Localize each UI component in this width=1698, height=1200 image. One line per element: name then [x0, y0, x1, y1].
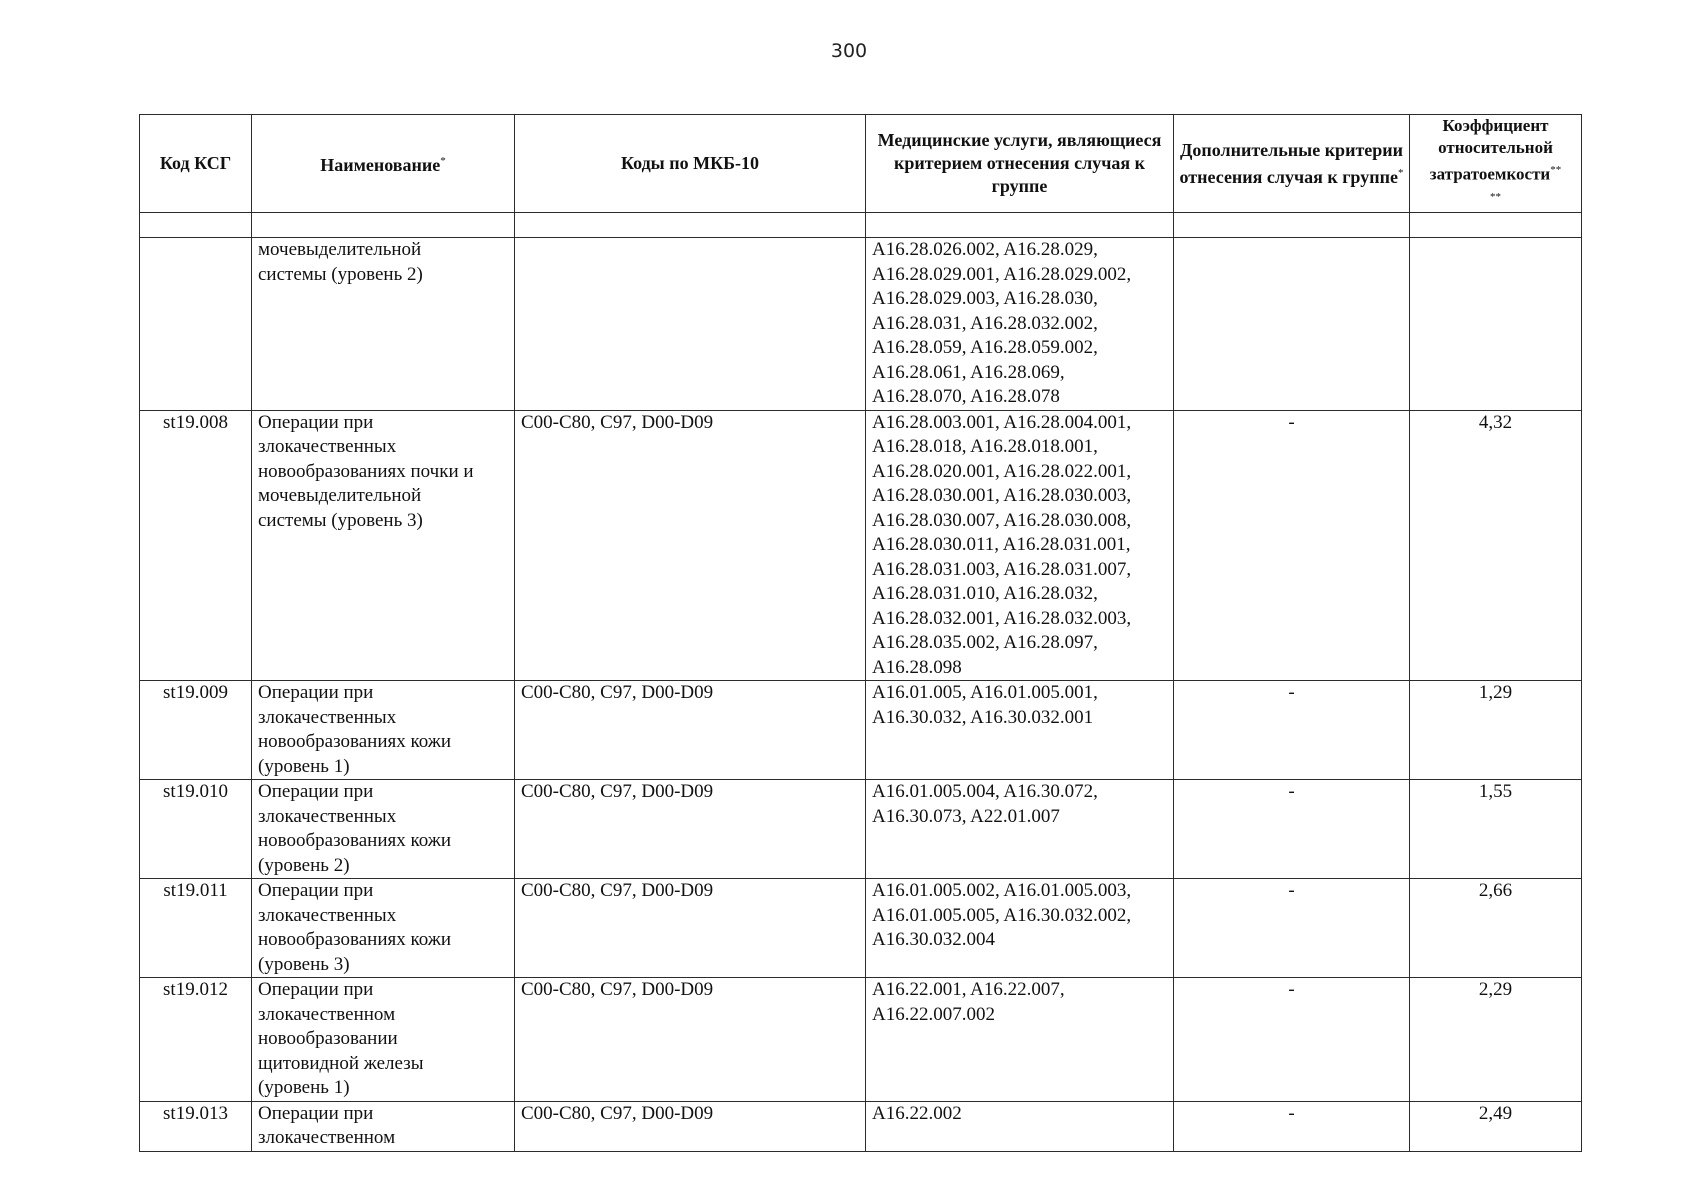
mkb-codes-cell: C00-C80, C97, D00-D09: [515, 681, 866, 780]
mkb-codes-cell: C00-C80, C97, D00-D09: [515, 1101, 866, 1151]
mkb-codes-cell: C00-C80, C97, D00-D09: [515, 978, 866, 1102]
criteria-cell: -: [1174, 978, 1410, 1102]
criteria-cell: -: [1174, 1101, 1410, 1151]
mkb-codes-cell: [515, 238, 866, 411]
coefficient-cell: [1410, 238, 1582, 411]
coefficient-cell: 2,66: [1410, 879, 1582, 978]
services-cell: A16.22.001, A16.22.007, A16.22.007.002: [866, 978, 1174, 1102]
ksg-code-cell: st19.012: [140, 978, 252, 1102]
criteria-cell: -: [1174, 410, 1410, 681]
ksg-code-cell: st19.011: [140, 879, 252, 978]
footnote-mark: **: [1550, 164, 1562, 176]
coefficient-cell: 2,29: [1410, 978, 1582, 1102]
services-cell: A16.28.026.002, A16.28.029, A16.28.029.001, A16.28.029.002, A16.28.029.003, A16.28.030, A16.28.031, A16.28.032.002, A16.28.059, A16.28.059.002, A16.28.061, A16.28.069, A16.28.070, A16.28.078: [866, 238, 1174, 411]
services-cell: A16.01.005, A16.01.005.001, A16.30.032, A16.30.032.001: [866, 681, 1174, 780]
spacer-cell: [866, 213, 1174, 238]
ksg-table: [139, 114, 1582, 1152]
spacer-cell: [140, 213, 252, 238]
name-cell: Операции при злокачественном: [252, 1101, 515, 1151]
mkb-codes-cell: C00-C80, C97, D00-D09: [515, 410, 866, 681]
services-cell: A16.01.005.002, A16.01.005.003, A16.01.005.005, A16.30.032.002, A16.30.032.004: [866, 879, 1174, 978]
coefficient-cell: 1,29: [1410, 681, 1582, 780]
spacer-cell: [1174, 213, 1410, 238]
ksg-code-cell: st19.008: [140, 410, 252, 681]
table-row: [140, 681, 1582, 780]
coefficient-cell: 4,32: [1410, 410, 1582, 681]
header-name: Наименование*: [252, 115, 515, 213]
page-number: 300: [830, 40, 868, 62]
criteria-cell: -: [1174, 681, 1410, 780]
table-row: [140, 1101, 1582, 1151]
header-code: Код КСГ: [140, 115, 252, 213]
services-cell: A16.28.003.001, A16.28.004.001, A16.28.018, A16.28.018.001, A16.28.020.001, A16.28.022.001, A16.28.030.001, A16.28.030.003, A16.28.030.007, A16.28.030.008, A16.28.030.011, A16.28.031.001, A16.28.031.003, A16.28.031.007, A16.28.031.010, A16.28.032, A16.28.032.001, A16.28.032.003, A16.28.035.002, A16.28.097, A16.28.098: [866, 410, 1174, 681]
coefficient-cell: 2,49: [1410, 1101, 1582, 1151]
ksg-code-cell: [140, 238, 252, 411]
criteria-cell: [1174, 238, 1410, 411]
name-cell: Операции при злокачественных новообразованиях кожи (уровень 3): [252, 879, 515, 978]
header-services: Медицинские услуги, являющиеся критерием отнесения случая к группе: [866, 115, 1174, 213]
spacer-cell: [252, 213, 515, 238]
criteria-cell: -: [1174, 879, 1410, 978]
coefficient-cell: 1,55: [1410, 780, 1582, 879]
table-row: [140, 780, 1582, 879]
header-mkb: Коды по МКБ-10: [515, 115, 866, 213]
services-cell: A16.22.002: [866, 1101, 1174, 1151]
name-cell: Операции при злокачественных новообразованиях почки и мочевыделительной системы (уровень 3): [252, 410, 515, 681]
table-row: [140, 410, 1582, 681]
name-cell: мочевыделительной системы (уровень 2): [252, 238, 515, 411]
ksg-code-cell: st19.009: [140, 681, 252, 780]
header-criteria: Дополнительные критерии отнесения случая к группе*: [1174, 115, 1410, 213]
spacer-cell: [1410, 213, 1582, 238]
table-header-row: [140, 115, 1582, 213]
footnote-mark: *: [440, 155, 446, 168]
footnote-mark: **: [1490, 190, 1501, 203]
name-cell: Операции при злокачественных новообразованиях кожи (уровень 2): [252, 780, 515, 879]
spacer-row: [140, 213, 1582, 238]
mkb-codes-cell: C00-C80, C97, D00-D09: [515, 780, 866, 879]
name-cell: Операции при злокачественных новообразованиях кожи (уровень 1): [252, 681, 515, 780]
header-coef: Коэффициент относительной затратоемкости** **: [1410, 115, 1582, 213]
mkb-codes-cell: C00-C80, C97, D00-D09: [515, 879, 866, 978]
ksg-code-cell: st19.013: [140, 1101, 252, 1151]
table-row: [140, 238, 1582, 411]
ksg-code-cell: st19.010: [140, 780, 252, 879]
criteria-cell: -: [1174, 780, 1410, 879]
table-row: [140, 978, 1582, 1102]
table-row: [140, 879, 1582, 978]
spacer-cell: [515, 213, 866, 238]
footnote-mark: *: [1397, 166, 1404, 179]
name-cell: Операции при злокачественном новообразовании щитовидной железы (уровень 1): [252, 978, 515, 1102]
services-cell: A16.01.005.004, A16.30.072, A16.30.073, A22.01.007: [866, 780, 1174, 879]
